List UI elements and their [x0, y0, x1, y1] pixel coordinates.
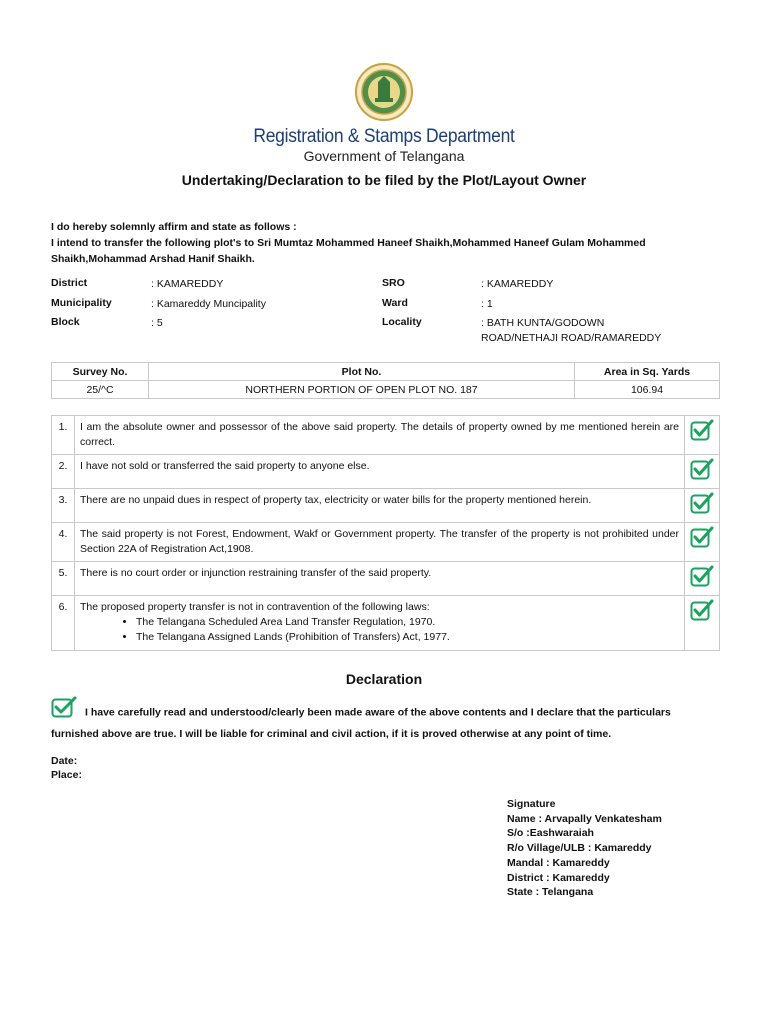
sro-value: : KAMAREDDY: [481, 278, 554, 290]
district-value: : KAMAREDDY: [151, 278, 224, 290]
undertaking-checklist: [51, 415, 720, 651]
field-row: [51, 297, 721, 317]
checkbox-checked-icon[interactable]: [685, 489, 720, 523]
item-text: I am the absolute owner and possessor of the above said property. The details of property owned by me mentioned herein are correct.: [75, 416, 685, 455]
item-text: There is no court order or injunction restraining transfer of the said property.: [75, 562, 685, 596]
declaration-text: I have carefully read and understood/clearly been made aware of the above contents and I declare that the particulars furnished above are true. I will be liable for criminal and civil action, if it is proved otherwise at any point of time.: [51, 706, 671, 740]
locality-label: Locality: [382, 316, 422, 328]
document-header: [0, 62, 768, 188]
date-place-block: [51, 754, 82, 782]
area-cell: 106.94: [575, 381, 720, 399]
intro-line-2: I intend to transfer the following plot's to Sri Mumtaz Mohammed Haneef Shaikh,Mohammed Haneef Gulam Mohammed Shaikh,Mohammad Arshad Hanif Shaikh.: [51, 237, 646, 265]
block-label: Block: [51, 316, 80, 328]
checklist-row: [52, 562, 720, 596]
intro-text: [51, 219, 721, 267]
item-text: There are no unpaid dues in respect of property tax, electricity or water bills for the property mentioned herein.: [75, 489, 685, 523]
checklist-row: [52, 596, 720, 651]
table-header-row: [52, 363, 720, 381]
item-number: 5.: [52, 562, 75, 596]
item-text: [75, 596, 685, 651]
date-label: Date:: [51, 755, 78, 767]
plot-no-cell: NORTHERN PORTION OF OPEN PLOT NO. 187: [149, 381, 575, 399]
locality-value: : BATH KUNTA/GODOWN ROAD/NETHAJI ROAD/RAMAREDDY: [481, 317, 662, 344]
survey-table: [51, 362, 720, 399]
item-number: 3.: [52, 489, 75, 523]
checkbox-checked-icon[interactable]: [685, 562, 720, 596]
municipality-value: : Kamareddy Muncipality: [151, 297, 266, 310]
checklist-row: [52, 489, 720, 523]
signer-state: State : Telangana: [507, 886, 594, 899]
checkbox-checked-icon[interactable]: [685, 416, 720, 455]
sro-label: SRO: [382, 277, 405, 289]
checklist-row: [52, 455, 720, 489]
department-title: Registration & Stamps Department: [253, 126, 515, 147]
list-item: • The Telangana Scheduled Area Land Transfer Regulation, 1970.: [136, 615, 679, 630]
declaration-statement: [51, 700, 721, 744]
checkbox-checked-icon[interactable]: [685, 523, 720, 562]
field-row: [51, 316, 721, 344]
plot-no-header: Plot No.: [149, 363, 575, 381]
signer-name: Name : Arvapally Venkatesham: [507, 812, 662, 825]
document-title: Undertaking/Declaration to be filed by the Plot/Layout Owner: [181, 172, 587, 188]
table-row: [52, 381, 720, 399]
declaration-title: Declaration: [345, 671, 423, 687]
signature-block: [507, 797, 662, 900]
signer-district: District : Kamareddy: [507, 871, 610, 884]
block-value: : 5: [151, 317, 163, 329]
item-text: I have not sold or transferred the said property to anyone else.: [75, 455, 685, 489]
municipality-label: Municipality: [51, 296, 112, 309]
signature-heading: Signature: [507, 798, 556, 810]
item-number: 2.: [52, 455, 75, 489]
government-title: Government of Telangana: [303, 148, 465, 164]
ward-value: : 1: [481, 297, 493, 310]
area-header: Area in Sq. Yards: [575, 363, 720, 381]
item-text: The said property is not Forest, Endowment, Wakf or Government property. The transfer of the property is not prohibited under Section 22A of Registration Act,1908.: [75, 523, 685, 562]
checkbox-checked-icon[interactable]: [685, 596, 720, 651]
district-label: District: [51, 277, 88, 289]
list-item: • The Telangana Assigned Lands (Prohibition of Transfers) Act, 1977.: [136, 630, 679, 645]
laws-list: [80, 615, 679, 645]
checkbox-checked-icon[interactable]: [685, 455, 720, 489]
item-number: 4.: [52, 523, 75, 562]
place-label: Place:: [51, 769, 82, 781]
item-number: 1.: [52, 416, 75, 455]
ward-label: Ward: [382, 296, 408, 309]
signer-mandal: Mandal : Kamareddy: [507, 856, 610, 869]
checklist-row: [52, 523, 720, 562]
item-number: 6.: [52, 596, 75, 651]
signer-village: R/o Village/ULB : Kamareddy: [507, 842, 652, 855]
field-row: [51, 277, 721, 297]
checklist-row: [52, 416, 720, 455]
survey-no-header: Survey No.: [52, 363, 149, 381]
property-fields: [51, 277, 721, 344]
intro-line-1: I do hereby solemnly affirm and state as follows :: [51, 221, 297, 233]
signer-father: S/o :Eashwaraiah: [507, 827, 594, 840]
laws-intro: The proposed property transfer is not in contravention of the following laws:: [80, 601, 430, 613]
government-seal-icon: [354, 62, 414, 122]
checkbox-checked-icon[interactable]: [51, 696, 77, 725]
survey-no-cell: 25/^C: [52, 381, 149, 399]
